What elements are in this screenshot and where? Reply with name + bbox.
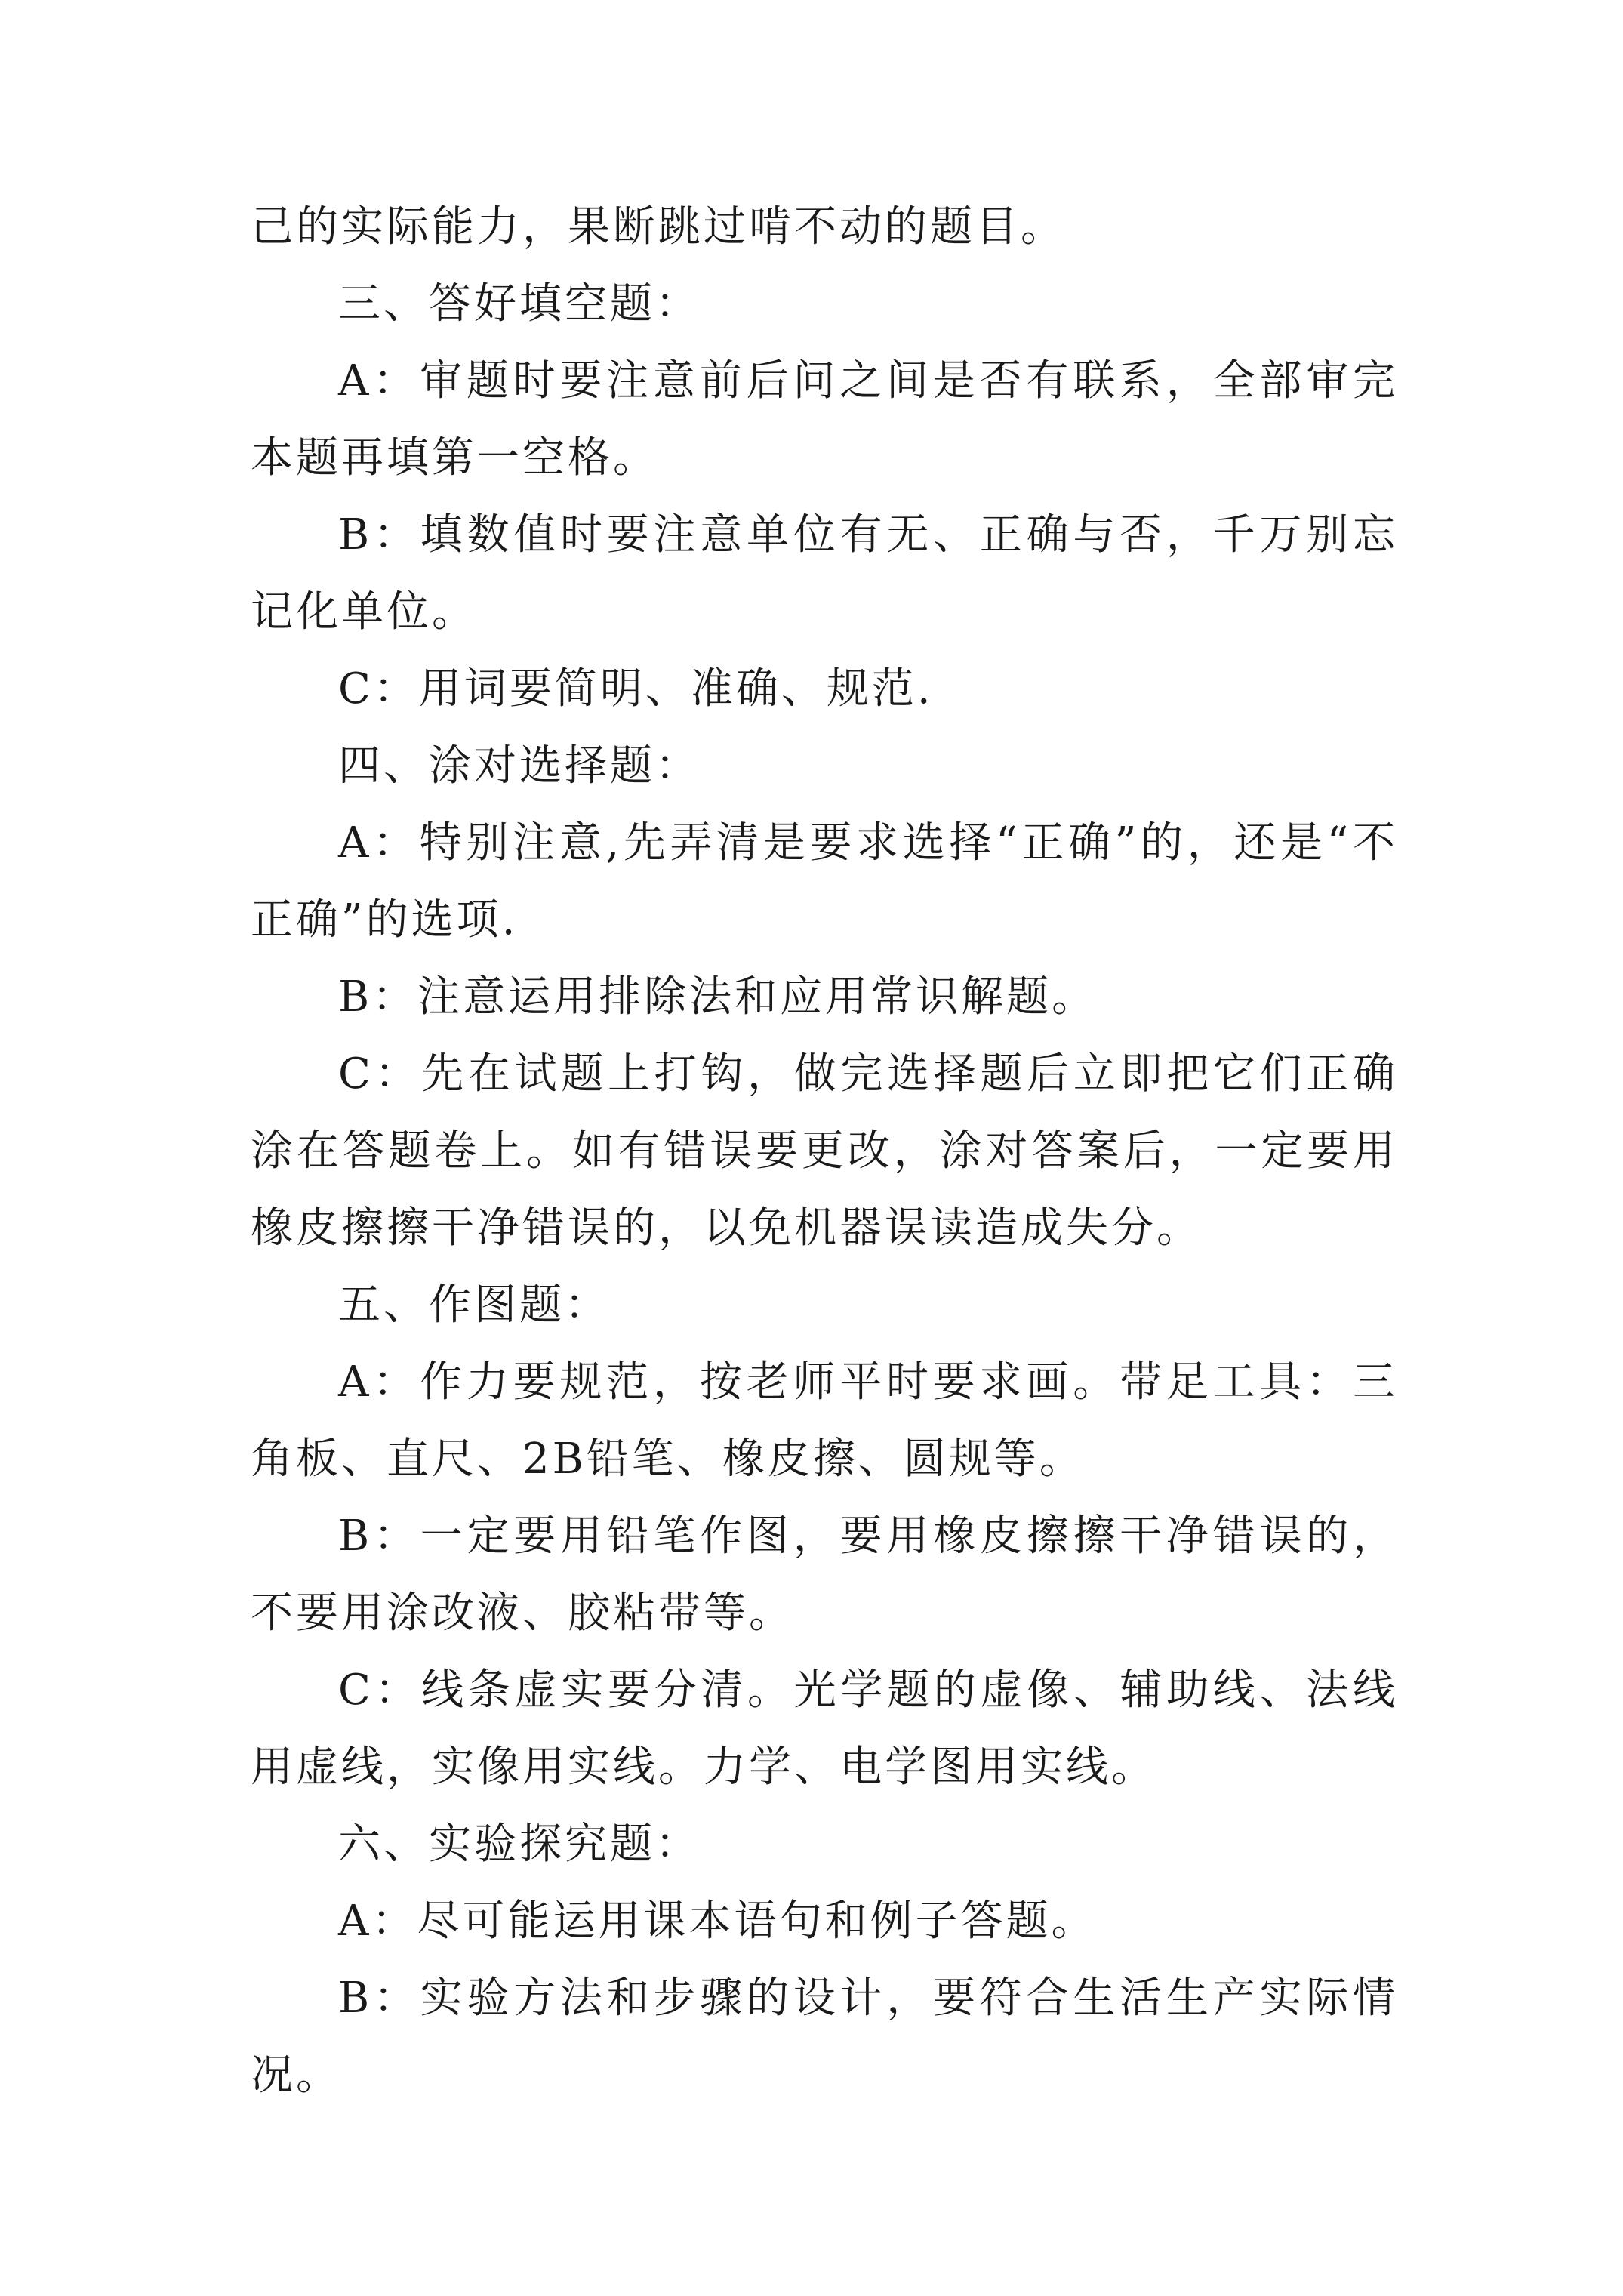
paragraph: B：填数值时要注意单位有无、正确与否，千万别忘记化单位。 — [251, 510, 1398, 636]
document-body — [251, 189, 1398, 2114]
paragraph: C：用词要简明、准确、规范. — [338, 664, 934, 713]
section-heading-drawing: 五、作图题： — [338, 1281, 610, 1330]
paragraph: C：线条虚实要分清。光学题的虚像、辅助线、法线用虚线，实像用实线。力学、电学图用实线。 — [251, 1666, 1398, 1792]
paragraph: A：尽可能运用课本语句和例子答题。 — [338, 1897, 1097, 1946]
paragraph: A：审题时要注意前后问之间是否有联系，全部审完本题再填第一空格。 — [251, 356, 1398, 482]
paragraph: B：注意运用排除法和应用常识解题。 — [338, 972, 1098, 1022]
paragraph-continuation: 己的实际能力，果断跳过啃不动的题目。 — [251, 202, 1066, 251]
paragraph: A：特别注意,先弄清是要求选择“正确”的，还是“不正确”的选项. — [251, 818, 1398, 945]
paragraph: B：一定要用铅笔作图，要用橡皮擦擦干净错误的，不要用涂改液、胶粘带等。 — [251, 1512, 1398, 1638]
paragraph: C：先在试题上打钩，做完选择题后立即把它们正确涂在答题卷上。如有错误要更改，涂对答案后，一定要用橡皮擦擦干净错误的，以免机器误读造成失分。 — [251, 1049, 1398, 1253]
paragraph: A：作力要规范，按老师平时要求画。带足工具：三角板、直尺、2B铅笔、橡皮擦、圆规等。 — [251, 1358, 1398, 1484]
section-heading-experiment: 六、实验探究题： — [338, 1820, 701, 1869]
section-heading-multiple-choice: 四、涂对选择题： — [338, 741, 701, 791]
paragraph: B：实验方法和步骤的设计，要符合生活生产实际情况。 — [251, 1974, 1398, 2100]
section-heading-fill-blank: 三、答好填空题： — [338, 279, 701, 328]
